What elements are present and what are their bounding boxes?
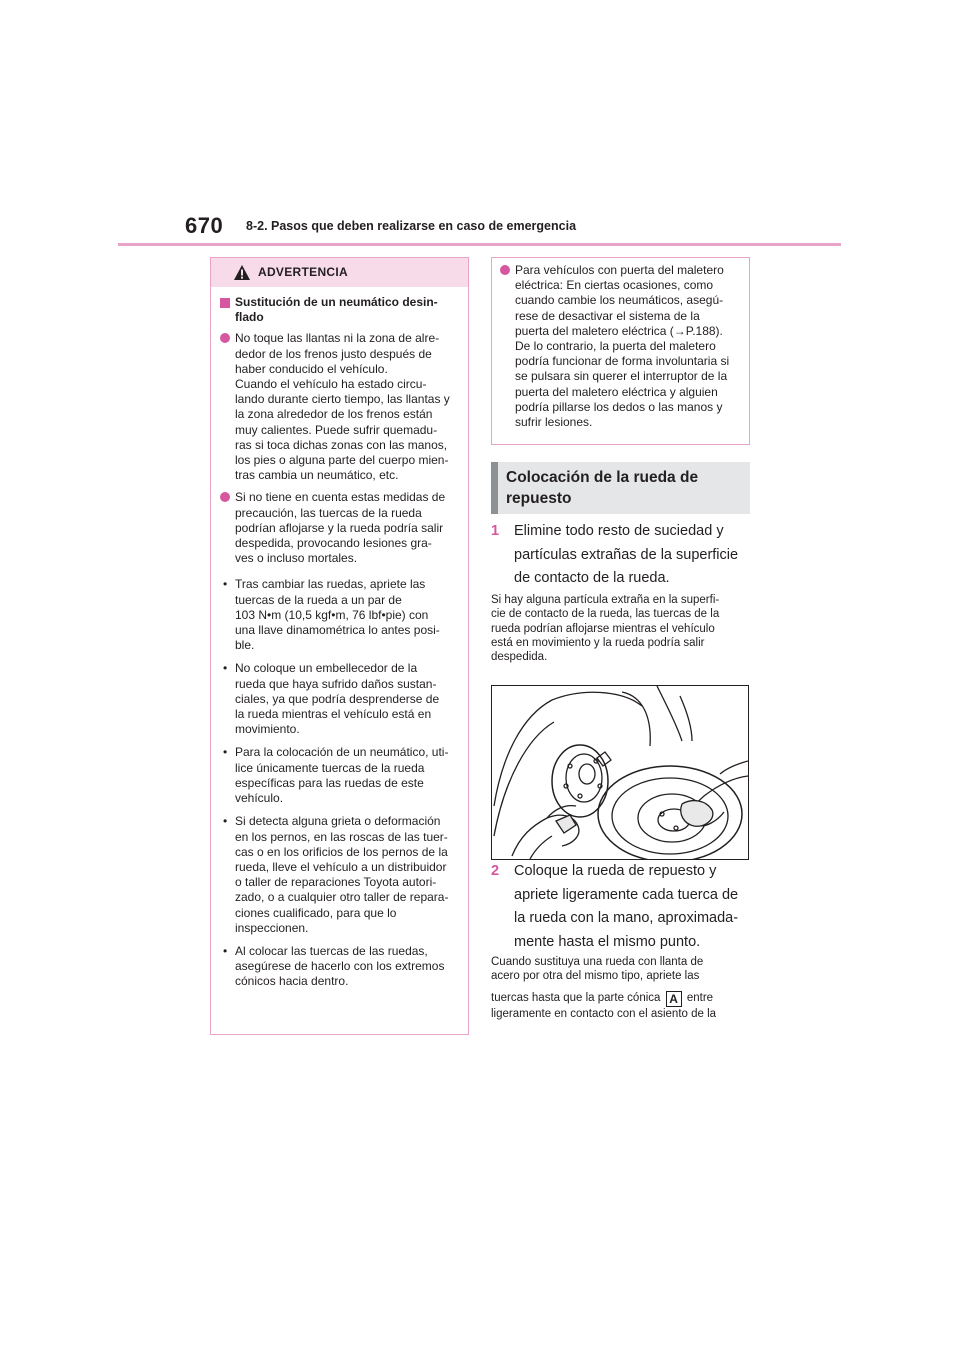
step-number: 1 bbox=[491, 523, 500, 539]
section-heading: Colocación de la rueda de repuesto bbox=[491, 462, 750, 514]
warning-item: Para vehículos con puerta del maletero eléctrica: En ciertas ocasiones, como cuando cambie los neumáticos, asegú- rese de desactivar el sistema de la puerta del maletero eléctrica (→P.188). De lo contrario, la puerta del maletero podría funcionar de forma involuntaria si se pulsara sin querer el interruptor de la puerta del maletero eléctrica y alguien podría pillarse los dedos o las manos y sufrir lesiones. bbox=[500, 263, 739, 430]
warning-bullet: • No coloque un embellecedor de la rueda que haya sufrido daños sustan- ciales, ya que podría desprenderse de la rueda mientras el vehículo está en movimiento. bbox=[223, 661, 440, 737]
step-1-note: Si hay alguna partícula extraña en la superfi- cie de contacto de la rueda, las tuercas de la rueda podrían aflojarse mientras el vehículo está en movimiento y la rueda podría salir despedida. bbox=[491, 594, 720, 664]
warning-title: ADVERTENCIA bbox=[258, 265, 348, 279]
circle-bullet-icon bbox=[220, 492, 230, 502]
warning-bullet: • Si detecta alguna grieta o deformación en los pernos, en las roscas de las tuer- cas o en los orificios de los pernos de la rueda, lleve el vehículo a un distribuidor o taller de reparaciones Toyota autori- zado, o a cualquier otro taller de repara- ciones cualificado, para que lo inspeccionen. bbox=[223, 814, 449, 935]
step-number: 2 bbox=[491, 863, 500, 879]
warning-item: Si no tiene en cuenta estas medidas de precaución, las tuercas de la rueda podrían aflojarse y la rueda podría salir despedida, provocando lesiones gra- ves o incluso mortales. bbox=[220, 490, 458, 566]
warning-bullet: • Al colocar las tuercas de las ruedas, asegúrese de hacerlo con los extremos cónicos hacia dentro. bbox=[223, 943, 445, 989]
cleaning-wheel-illustration bbox=[491, 685, 749, 860]
callout-label-a: A bbox=[666, 991, 682, 1007]
warning-box bbox=[210, 257, 469, 1035]
warning-triangle-icon bbox=[233, 264, 251, 281]
step-2-note: Cuando sustituya una rueda con llanta de acero por otra del mismo tipo, apriete las tuercas hasta que la parte cónica A entre ligeramente en contacto con el asiento de la bbox=[491, 956, 717, 1020]
circle-bullet-icon bbox=[500, 265, 510, 275]
step-1: 1 Elimine todo resto de suciedad y partículas extrañas de la superficie de contacto de la rueda. bbox=[491, 520, 751, 591]
page-number: 670 bbox=[185, 213, 224, 238]
step-2: 2 Coloque la rueda de repuesto y apriete ligeramente cada tuerca de la rueda con la mano, aproximada- mente hasta el mismo punto. bbox=[491, 860, 751, 954]
warning-continuation bbox=[491, 257, 750, 445]
warning-item: No toque las llantas ni la zona de alre- dedor de los frenos justo después de haber conducido el vehículo. Cuando el vehículo ha estado circu- lando durante cierto tiempo, las llantas y la zona alrededor de los frenos están muy calientes. Puede sufrir quemadu- ras si toca dichas zonas con las manos, los pies o alguna parte del cuerpo mien- tras cambia un neumático, etc. bbox=[220, 331, 458, 483]
warning-bullet: • Para la colocación de un neumático, uti- lice únicamente tuercas de la rueda específicas para las ruedas de este vehículo. bbox=[223, 745, 449, 806]
header-rule bbox=[118, 243, 841, 246]
warning-section-heading: Sustitución de un neumático desin- flado bbox=[220, 295, 458, 325]
warning-bullet: • Tras cambiar las ruedas, apriete las tuercas de la rueda a un par de 103 N•m (10,5 kgf•m, 76 lbf•pie) con una llave dinamométrica lo antes posi- ble. bbox=[223, 577, 440, 653]
warning-header bbox=[211, 258, 468, 287]
running-head: 8-2. Pasos que deben realizarse en caso de emergencia bbox=[246, 219, 577, 233]
circle-bullet-icon bbox=[220, 333, 230, 343]
